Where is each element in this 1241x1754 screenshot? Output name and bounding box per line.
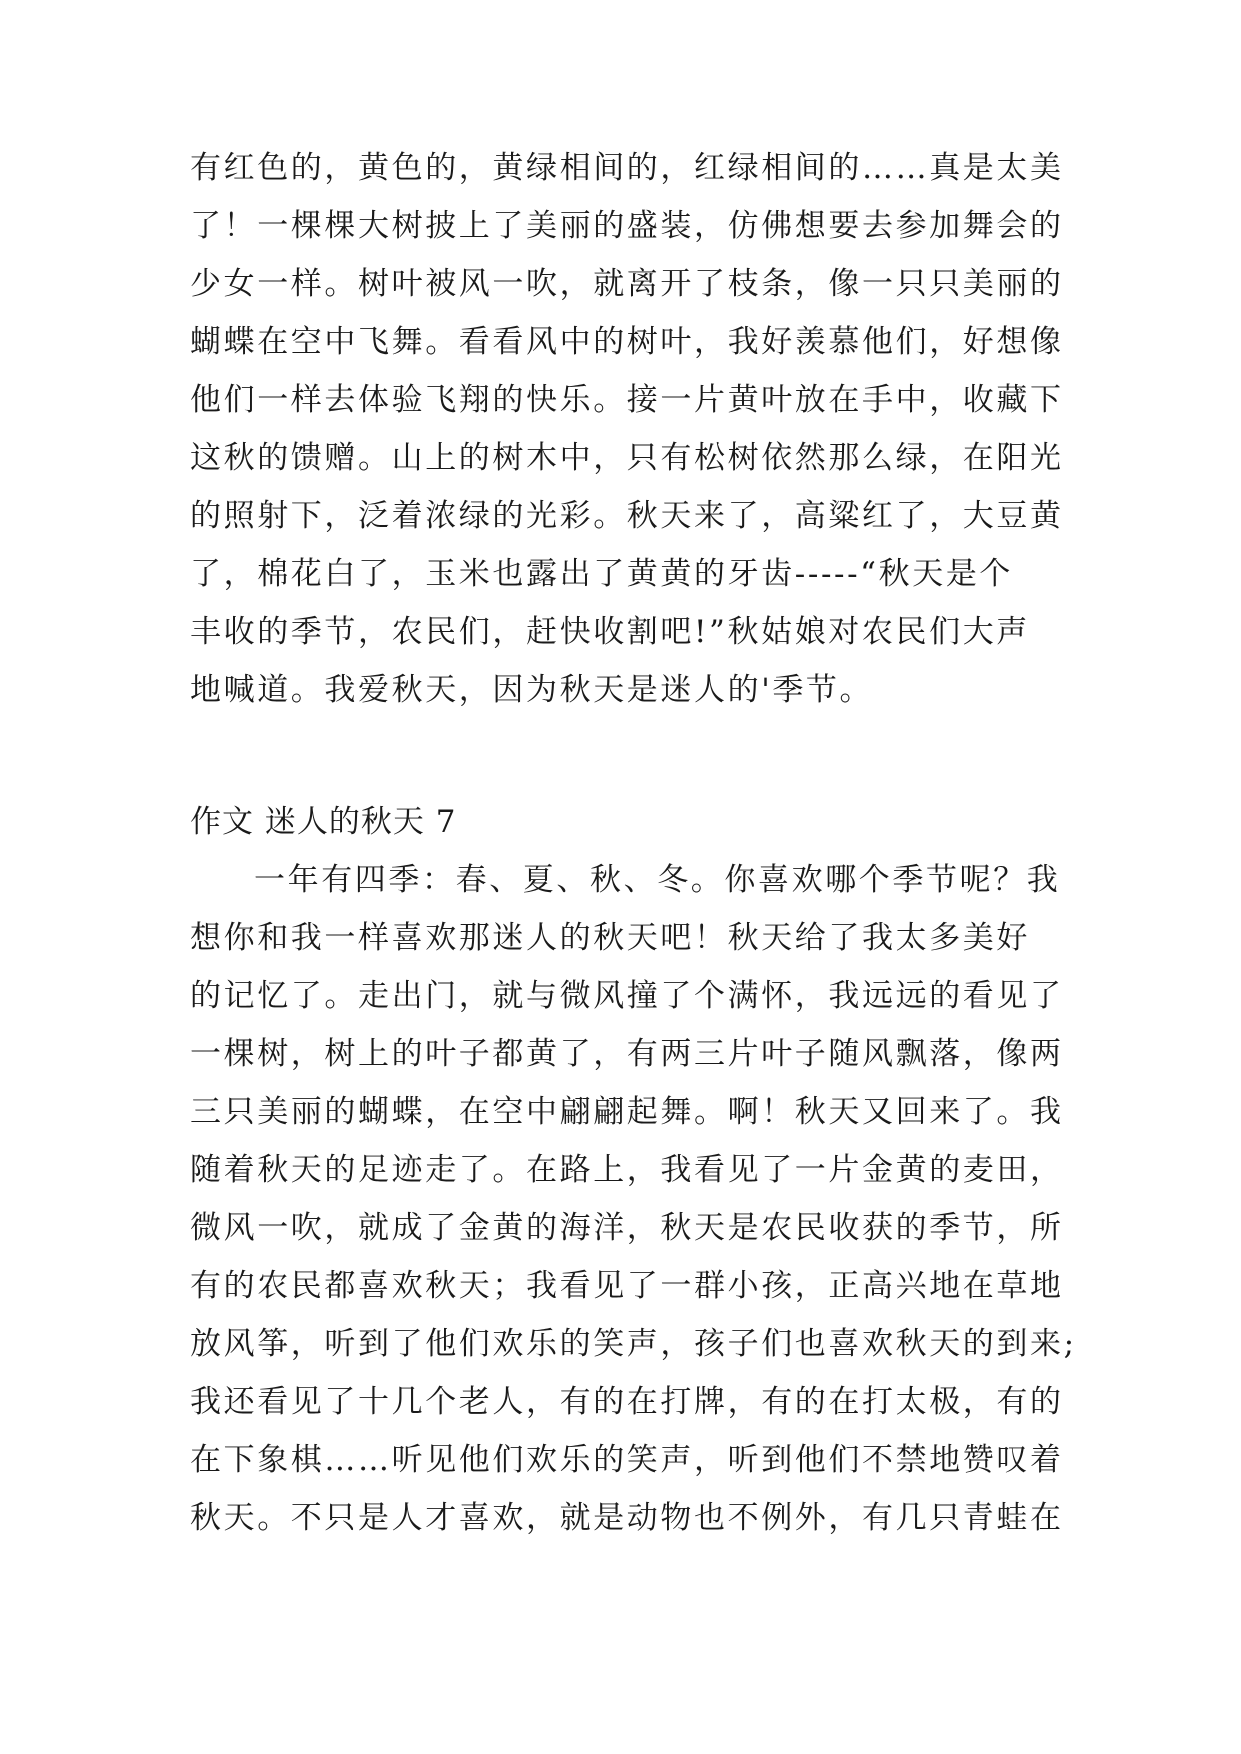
paragraph-line: 有红色的，黄色的，黄绿相间的，红绿相间的……真是太美 <box>190 150 1064 186</box>
paragraph-line: 地喊道。我爱秋天，因为秋天是迷人的'季节。 <box>190 672 874 708</box>
paragraph-line: 丰收的季节，农民们，赶快收割吧!”秋姑娘对农民们大声 <box>190 614 1030 650</box>
paragraph-line: 了！一棵棵大树披上了美丽的盛装，仿佛想要去参加舞会的 <box>190 208 1064 244</box>
section-title: 作文 迷人的秋天 7 <box>190 804 457 840</box>
paragraph-line: 随着秋天的足迹走了。在路上，我看见了一片金黄的麦田， <box>190 1152 1064 1188</box>
paragraph-line: 蝴蝶在空中飞舞。看看风中的树叶，我好羡慕他们，好想像 <box>190 324 1064 360</box>
paragraph-line: 了，棉花白了，玉米也露出了黄黄的牙齿-----“秋天是个 <box>190 556 1014 592</box>
paragraph-line: 我还看见了十几个老人，有的在打牌，有的在打太极，有的 <box>190 1384 1064 1420</box>
paragraph-line: 的记忆了。走出门，就与微风撞了个满怀，我远远的看见了 <box>190 978 1064 1014</box>
paragraph-line: 一棵树，树上的叶子都黄了，有两三片叶子随风飘落，像两 <box>190 1036 1064 1072</box>
paragraph-line: 这秋的馈赠。山上的树木中，只有松树依然那么绿，在阳光 <box>190 440 1064 476</box>
paragraph-line: 秋天。不只是人才喜欢，就是动物也不例外，有几只青蛙在 <box>190 1500 1064 1536</box>
paragraph-line: 想你和我一样喜欢那迷人的秋天吧！秋天给了我太多美好 <box>190 920 1030 956</box>
paragraph-line: 的照射下，泛着浓绿的光彩。秋天来了，高粱红了，大豆黄 <box>190 498 1064 534</box>
paragraph-line: 放风筝，听到了他们欢乐的笑声，孩子们也喜欢秋天的到来; <box>190 1326 1077 1362</box>
paragraph-line: 他们一样去体验飞翔的快乐。接一片黄叶放在手中，收藏下 <box>190 382 1064 418</box>
paragraph-line: 有的农民都喜欢秋天；我看见了一群小孩，正高兴地在草地 <box>190 1268 1064 1304</box>
paragraph-line: 三只美丽的蝴蝶，在空中翩翩起舞。啊！秋天又回来了。我 <box>190 1094 1064 1130</box>
paragraph-line: 微风一吹，就成了金黄的海洋，秋天是农民收获的季节，所 <box>190 1210 1064 1246</box>
paragraph-line: 少女一样。树叶被风一吹，就离开了枝条，像一只只美丽的 <box>190 266 1064 302</box>
paragraph-line: 在下象棋……听见他们欢乐的笑声，听到他们不禁地赞叹着 <box>190 1442 1064 1478</box>
paragraph-line: 一年有四季：春、夏、秋、冬。你喜欢哪个季节呢？我 <box>254 862 1061 898</box>
